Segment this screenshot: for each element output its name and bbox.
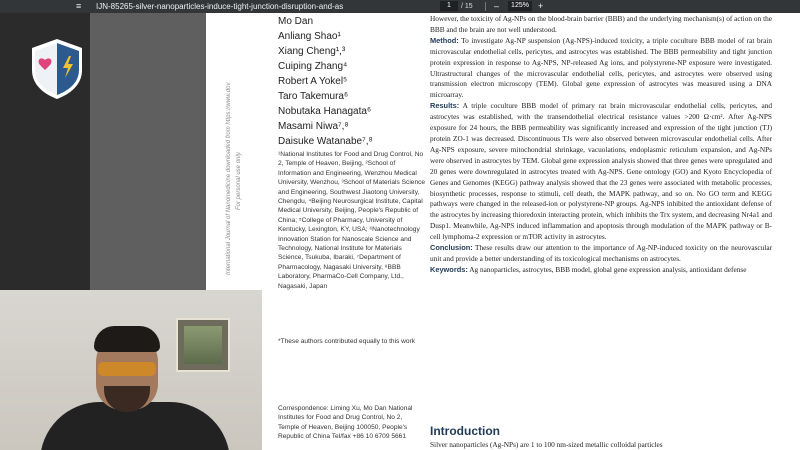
- download-watermark: [226, 20, 256, 280]
- method-label: Method:: [430, 35, 459, 45]
- author-name: Robert A Yokel⁵: [278, 76, 348, 87]
- pdf-toolbar: [0, 0, 800, 13]
- correspondence: Correspondence: Liming Xu, Mo Dan National Institutes for Food and Drug Control, No 2, Temple of Heaven, Beijing 100050, People's Republic of China Tel/fax +86 10 6709 5661: [278, 405, 413, 441]
- abstract-keywords: [430, 265, 772, 276]
- keywords-label: Keywords:: [430, 264, 468, 274]
- wall-picture-frame: [176, 318, 230, 372]
- abstract-method: [430, 36, 772, 101]
- author-name: Nobutaka Hanagata⁶: [278, 106, 372, 117]
- abstract-intro: However, the toxicity of Ag-NPs on the blood-brain barrier (BBB) and the underlying mechanism(s) of action on the BBB and the brain are not well understood.: [430, 14, 772, 34]
- author-list: [278, 14, 428, 149]
- watermark-line-1: International Journal of Nanomedicine downloaded from https://www.dov: [226, 82, 232, 275]
- conclusion-text: These results draw our attention to the importance of Ag-NP-induced toxicity on the neurovascular unit and provide a better understanding of its toxicological mechanisms on astrocytes.: [430, 243, 772, 263]
- abstract: [430, 14, 772, 276]
- zoom-out-button[interactable]: –: [494, 1, 500, 11]
- method-text: To investigate Ag-NP suspension (Ag-NPS)-induced toxicity, a triple coculture BBB model of rat brain microvascular endothelial cells, pericytes, and astrocytes was established. The BBB permeability and tight junction protein expression in response to Ag-NPS, NP-released Ag ions, and polystyrene-NP exposure were investigated. Ultrastructural changes of the microvascular endothelial cells, pericytes, and astrocytes were observed using transmission electron microscopy (TEM). Global gene expression of astrocytes was measured using a DNA microarray.: [430, 35, 772, 100]
- conclusion-label: Conclusion:: [430, 243, 473, 253]
- watermark-line-2: For personal use only.: [236, 151, 242, 210]
- document-title: IJN-85265-silver-nanoparticles-induce-tight-junction-disruption-and-as: [96, 2, 344, 11]
- author-name: Taro Takemura⁶: [278, 91, 349, 102]
- page-count: / 15: [461, 3, 473, 10]
- zoom-in-button[interactable]: +: [538, 1, 544, 11]
- webcam-overlay: [0, 290, 262, 450]
- shield-logo-icon: [31, 38, 83, 100]
- abstract-results: [430, 101, 772, 243]
- author-name: Daisuke Watanabe⁷,⁸: [278, 136, 373, 147]
- author-name: Anliang Shao¹: [278, 31, 341, 42]
- equal-contribution-note: *These authors contributed equally to this work: [278, 338, 416, 345]
- author-name: Masami Niwa⁷,⁸: [278, 121, 349, 132]
- page-number-input[interactable]: 1: [440, 1, 458, 11]
- toolbar-divider: [485, 2, 486, 11]
- affiliations: ¹National Institutes for Food and Drug Control, No 2, Temple of Heaven, Beijing, ²School of Information and Engineering, Wenzhou Medical University, Wenzhou, ³School of Materials Science and Engineering, Southwest Jiaotong University, Chengdu, ⁴Beijing Neurosurgical Institute, Capital Medical University, Beijing, People's Republic of China; ⁵College of Pharmacy, University of Kentucky, Lexington, KY, USA; ⁶Nanotechnology Innovation Station for Nanoscale Science and Technology, National Institute for Materials Science, Tsukuba, Ibaraki, ⁷Department of Pharmacology, Nagasaki University, ⁸BBB Laboratory, PharmaCo-Cell Company, Ltd., Nagasaki, Japan: [278, 151, 426, 290]
- results-text: A triple coculture BBB model of primary rat brain microvascular endothelial cells, pericytes, and astrocytes was established, with the transendothelial electrical resistance values >200 Ω·cm². After Ag-NPS exposure for 24 hours, the BBB permeability was significantly increased and expression of the tight junction (TJ) protein ZO-1 was decreased. Discontinuous TJs were also observed between microvascular endothelial cells. After Ag-NPS exposure, severe mitochondrial shrinkage, vacuolations, endoplasmic reticulum expansion, and Ag-NPs were observed in astrocytes by TEM. Global gene expression analysis showed that three genes were upregulated and 20 genes were downregulated in astrocytes treated with Ag-NPS. Gene ontology (GO) and Kyoto Encyclopedia of Genes and Genomes (KEGG) pathway analysis showed that the 23 genes were associated with metabolic processes, biosynthetic processes, response to stimuli, cell death, the MAPK pathway, and so on. No GO term and KEGG pathways were changed in the released-ion or polystyrene-NP groups. Ag-NPS inhibited the antioxidant defense of the astrocytes by increasing thioredoxin interacting protein, which inhibits the Trx system, and decreasing Nr4a1 and Dusp1. Meanwhile, Ag-NPS induced inflammation and apoptosis through modulation of the MAPK pathway or B-cell lymphoma-2 expression or mTOR activity in astrocytes.: [430, 101, 772, 242]
- keywords-text: Ag nanoparticles, astrocytes, BBB model, global gene expression analysis, antioxidant defense: [467, 264, 747, 274]
- author-name: Cuiping Zhang⁴: [278, 61, 348, 72]
- introduction-heading: Introduction: [430, 424, 500, 438]
- presenter-glasses: [98, 362, 156, 376]
- menu-icon[interactable]: ≡: [76, 1, 82, 11]
- author-name: Xiang Cheng¹,³: [278, 46, 346, 57]
- presenter-hair: [94, 326, 160, 352]
- abstract-conclusion: [430, 243, 772, 265]
- author-name: Mo Dan: [278, 16, 314, 27]
- introduction-text: Silver nanoparticles (Ag-NPs) are 1 to 100 nm-sized metallic colloidal particles: [430, 440, 663, 449]
- results-label: Results:: [430, 101, 460, 111]
- zoom-level-input[interactable]: 125%: [508, 1, 532, 11]
